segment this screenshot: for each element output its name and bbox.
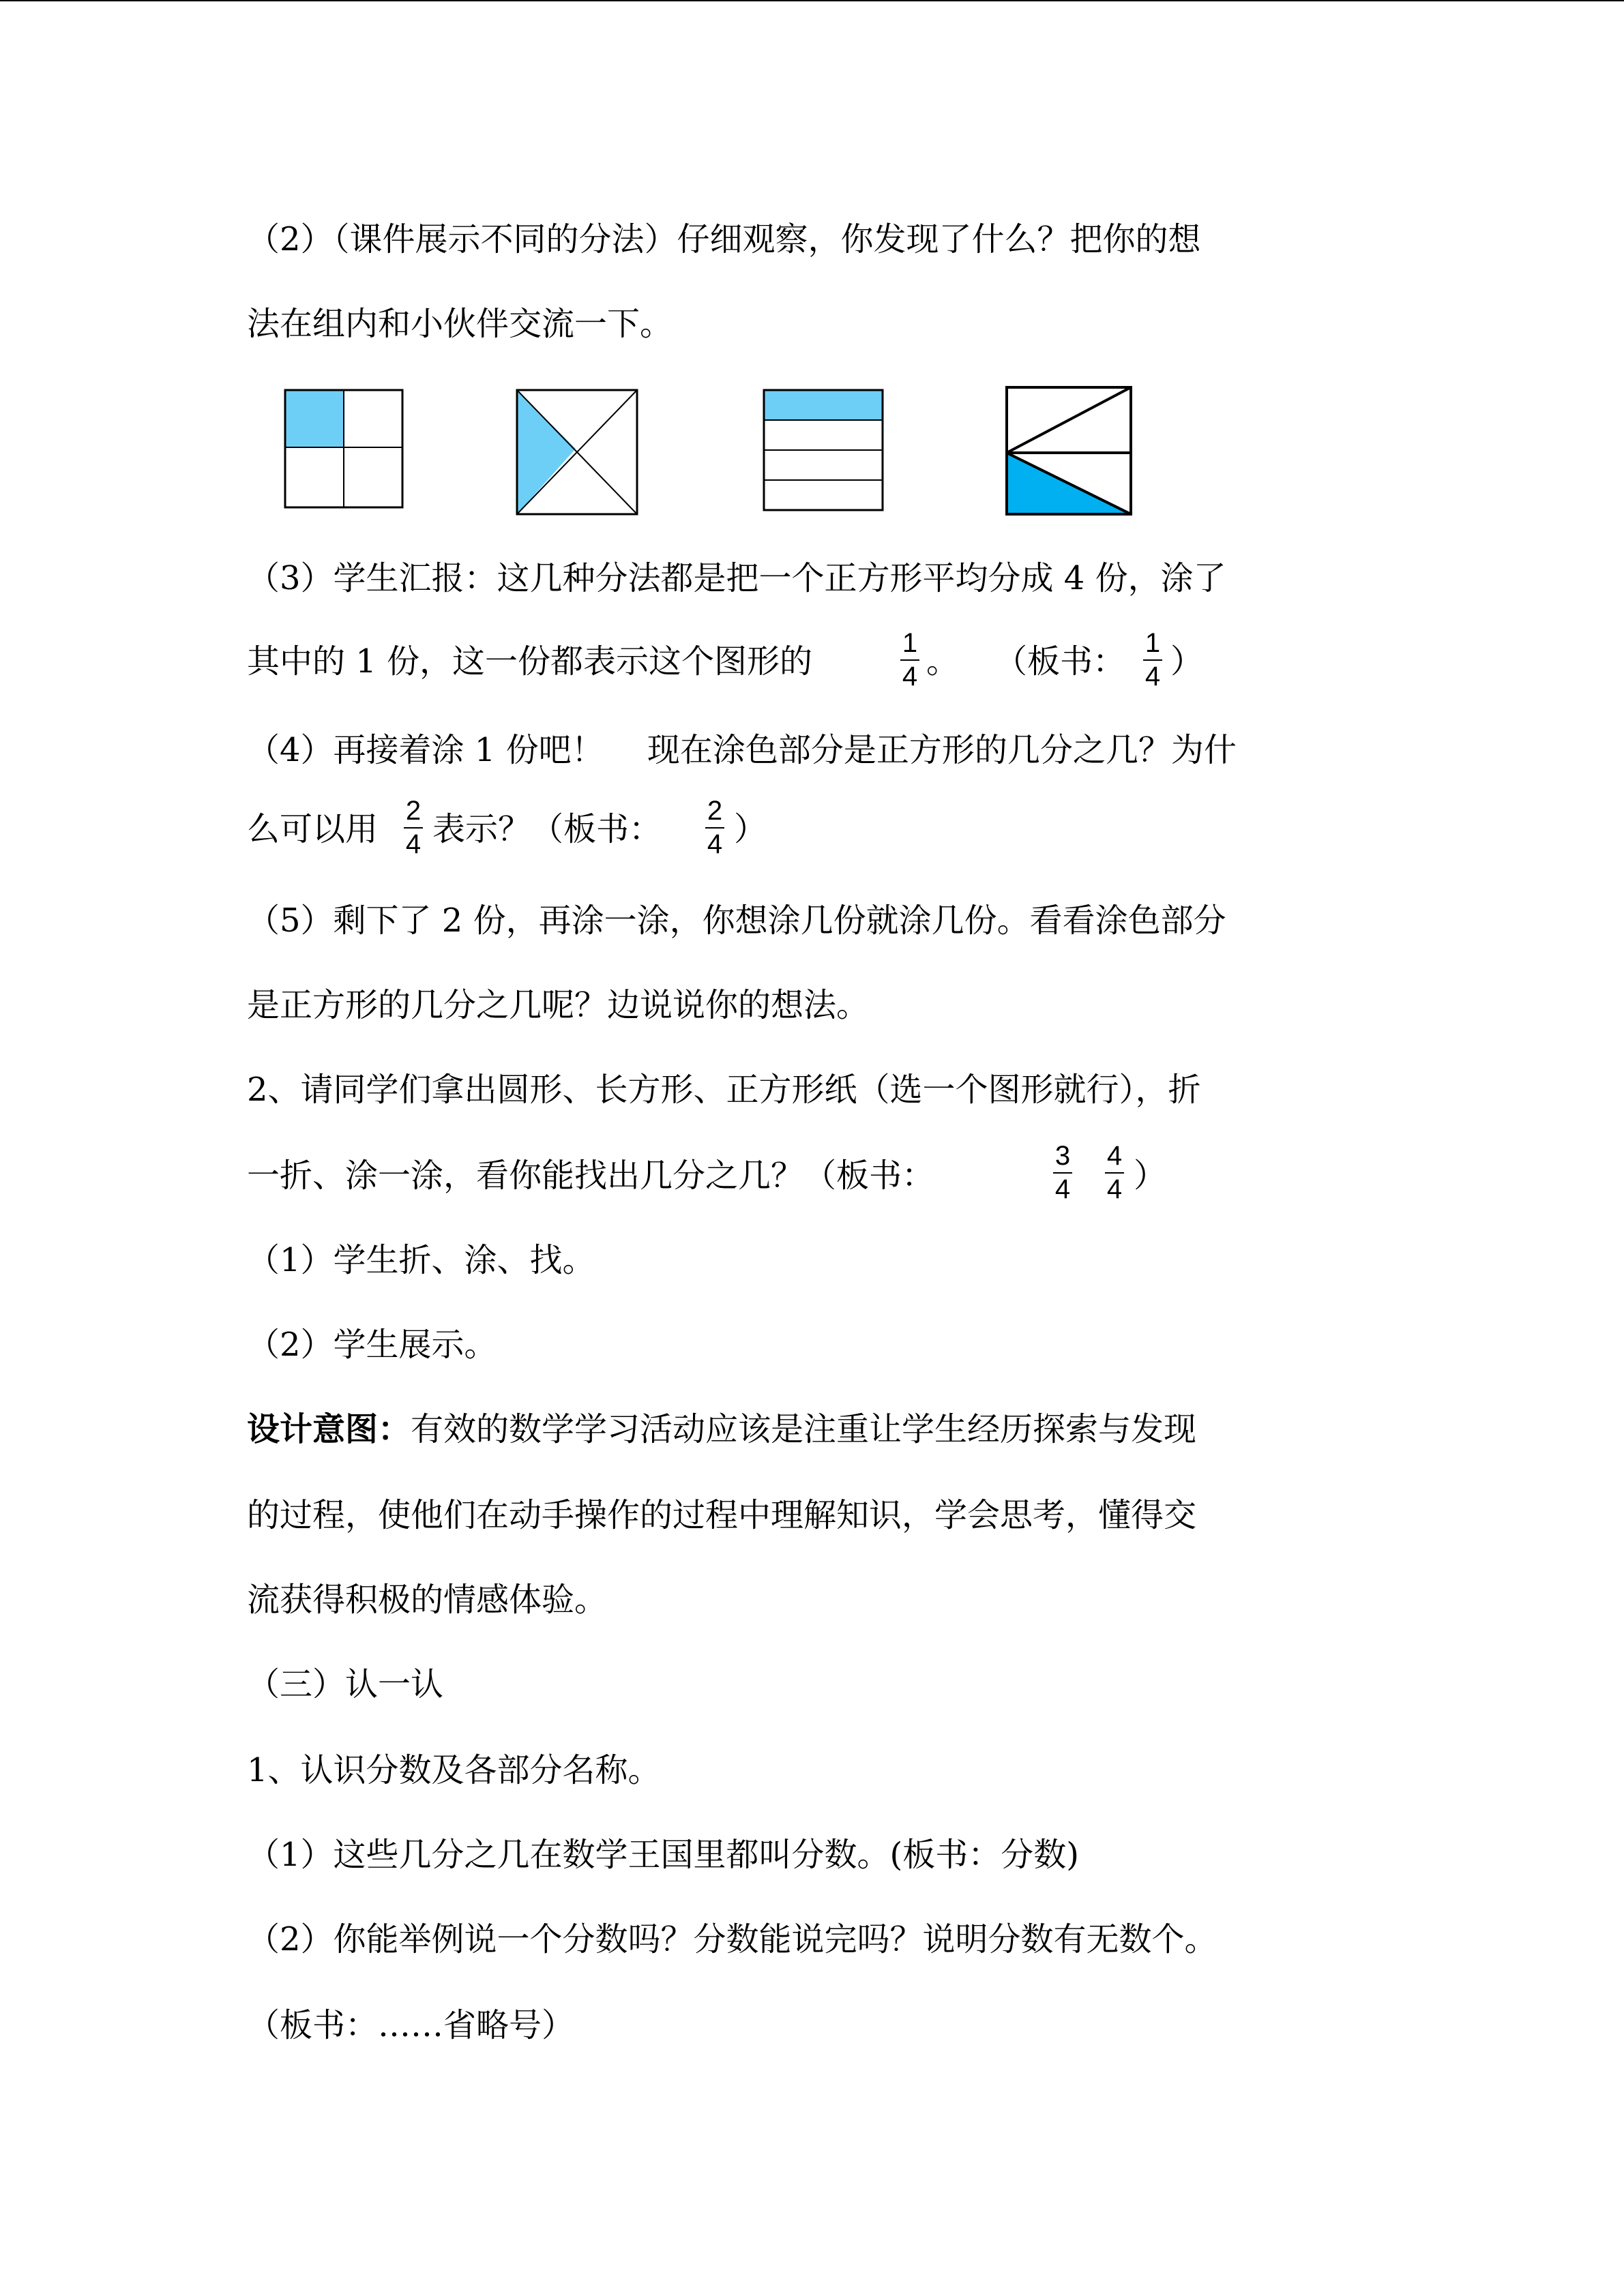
figure-square-grid-2x2: [285, 390, 402, 507]
paragraph-design-intent: [247, 1409, 1196, 1450]
design-intent-text: 有效的数学学习活动应该是注重让学生经历探索与发现: [411, 1410, 1197, 1448]
paragraph-step-3-c: （板书：: [994, 642, 1126, 681]
paragraph-item-2-a: 一折、涂一涂，看你能找出几分之几？（板书：: [247, 1157, 935, 1195]
paragraph-step-5-cont: 是正方形的几分之几呢？边说说你的想法。: [247, 986, 870, 1024]
paragraph-item-1-2-board: （板书：……省略号）: [247, 2006, 575, 2044]
fraction-2-4-board: 2 4: [703, 795, 727, 860]
figure-square-strips: [764, 390, 883, 510]
shaded-quarter: [285, 390, 344, 447]
paragraph-design-intent-cont-1: 的过程，使他们在动手操作的过程中理解知识，学会思考，懂得交: [247, 1496, 1197, 1534]
paragraph-step-3-a: 其中的 1 份，这一份都表示这个图形的: [247, 642, 813, 681]
paragraph-step-4: （4）再接着涂 1 份吧！ 现在涂色部分是正方形的几分之几？为什: [247, 731, 1237, 769]
paragraph-step-3-d: ）: [1170, 642, 1204, 681]
paragraph-item-1-2: （2）你能举例说一个分数吗？分数能说完吗？说明分数有无数个。: [247, 1920, 1217, 1958]
paragraph-step-5: （5）剩下了 2 份，再涂一涂，你想涂几份就涂几份。看看涂色部分: [247, 901, 1226, 940]
fraction-1-4-board: 1 4: [1140, 627, 1165, 692]
paragraph-step-2-cont: 法在组内和小伙伴交流一下。: [247, 305, 673, 343]
paragraph-item-1-1: （1）这些几分之几在数学王国里都叫分数。(板书：分数): [247, 1836, 1079, 1874]
fraction-1-4: 1 4: [898, 627, 922, 692]
paragraph-step-4-c: ）: [734, 810, 767, 848]
section-heading-3: （三）认一认: [247, 1665, 444, 1703]
shaded-triangle-dark: [1007, 453, 1131, 514]
design-intent-label: 设计意图：: [247, 1410, 411, 1448]
paragraph-step-3-b: 。: [926, 642, 960, 681]
paragraph-item-2: 2、请同学们拿出圆形、长方形、正方形纸（选一个图形就行），折: [247, 1071, 1201, 1109]
paragraph-step-4-a: 么可以用: [247, 810, 379, 848]
fraction-3-4: 3 4: [1050, 1140, 1075, 1205]
paragraph-item-2-1: （1）学生折、涂、找。: [247, 1241, 595, 1279]
paragraph-design-intent-cont-2: 流获得积极的情感体验。: [247, 1581, 608, 1619]
paragraph-step-3: （3）学生汇报：这几种分法都是把一个正方形平均分成 4 份，涂了: [247, 559, 1226, 597]
paragraph-item-1: 1、认识分数及各部分名称。: [247, 1751, 661, 1789]
shaded-triangle: [517, 390, 576, 514]
fraction-2-4: 2 4: [401, 795, 426, 860]
paragraph-item-2-2: （2）学生展示。: [247, 1326, 497, 1364]
fraction-4-4: 4 4: [1102, 1140, 1127, 1205]
figure-square-triangles: [1007, 387, 1131, 514]
paragraph-step-2: （2）（课件展示不同的分法）仔细观察，你发现了什么？把你的想: [247, 220, 1201, 258]
shaded-strip: [764, 390, 883, 420]
figure-square-diagonals: [517, 390, 637, 514]
paragraph-item-2-b: ）: [1134, 1157, 1167, 1195]
page-top-border: [0, 0, 1624, 1]
paragraph-step-4-b: 表示？（板书：: [432, 810, 662, 848]
